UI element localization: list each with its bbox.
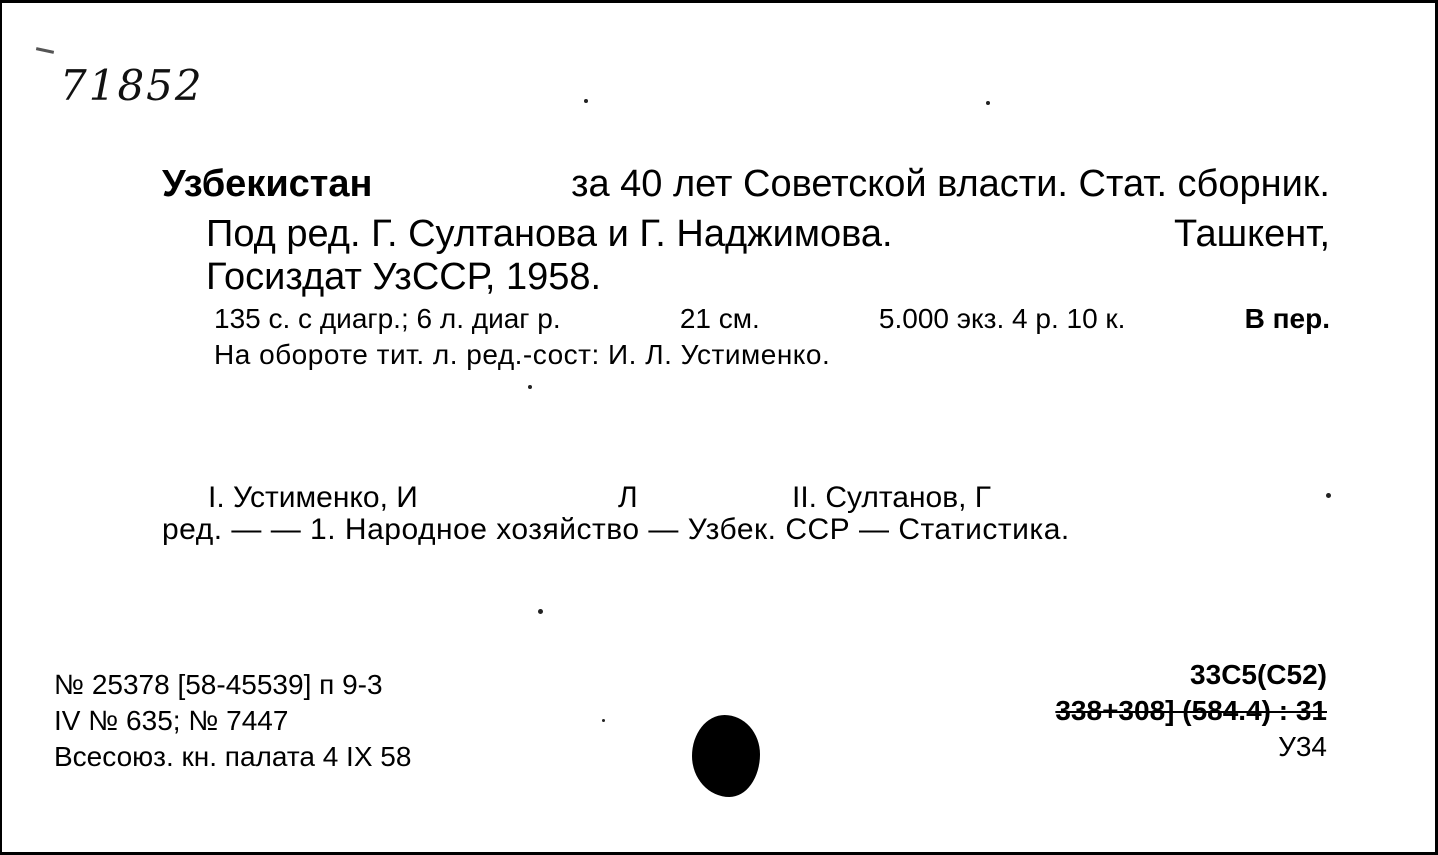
binding-text: В пер. — [1244, 303, 1330, 334]
speck — [528, 385, 532, 389]
title-line — [162, 163, 1330, 206]
ink-blot — [692, 715, 760, 797]
handwritten-accession-number: 71852 — [60, 61, 204, 110]
speck — [602, 719, 605, 722]
tracing-line-2: ред. — — 1. Народное хозяйство — Узбек. ССР — Статистика. — [162, 513, 1070, 546]
size-text: 21 см. — [679, 303, 760, 334]
physical-description — [214, 303, 1330, 335]
editors-line — [206, 213, 1330, 256]
classification-code-3: У34 — [1278, 731, 1327, 762]
classification-code-1: 33С5(С52) — [1190, 659, 1327, 690]
speck — [1326, 493, 1331, 498]
note-line: На обороте тит. л. ред.-сост: И. Л. Устименко. — [214, 339, 831, 370]
number-line-3: Всесоюз. кн. палата 4 IX 58 — [54, 741, 412, 772]
tracing-entry-1: I. Устименко, И — [208, 481, 418, 514]
title-rest: за 40 лет Советской власти. Стат. сборник. — [571, 163, 1330, 205]
heading-word: Узбекистан — [162, 163, 373, 205]
classification-code-2: 338+308] (584.4) : 31 — [1055, 695, 1327, 726]
publisher-line: Госиздат УзССР, 1958. — [206, 256, 602, 298]
editors-text: Под ред. Г. Султанова и Г. Наджимова. — [206, 213, 893, 255]
number-line-2: IV № 635; № 7447 — [54, 705, 289, 736]
place-text: Ташкент, — [1173, 213, 1330, 255]
number-line-1: № 25378 [58-45539] п 9-3 — [54, 669, 383, 700]
tracing-entry-2: II. Султанов, Г — [792, 481, 992, 514]
copies-price-text: 5.000 экз. 4 р. 10 к. — [878, 303, 1126, 334]
pages-text: 135 с. с диагр.; 6 л. диаг р. — [214, 303, 561, 334]
speck — [986, 101, 990, 105]
speck — [538, 609, 543, 614]
tracing-entry-1-initial: Л — [618, 481, 638, 514]
ink-smudge — [36, 47, 54, 54]
speck — [584, 99, 588, 103]
